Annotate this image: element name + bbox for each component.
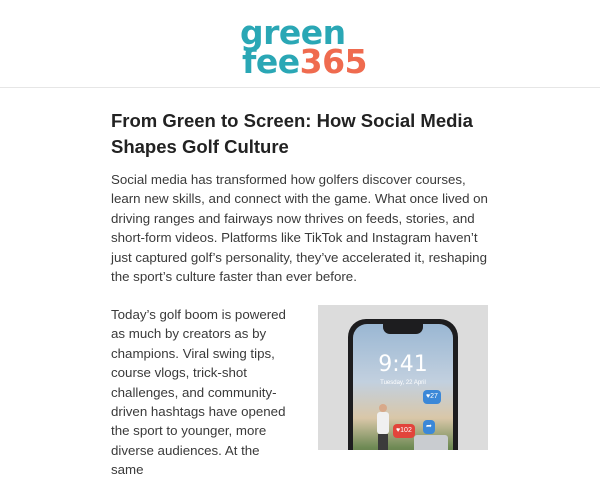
heart-icon: ♥ <box>396 427 401 434</box>
coffee-cup <box>414 435 448 450</box>
logo-text-fee365 <box>242 42 368 81</box>
phone-screen <box>353 324 453 450</box>
article-body-paragraph: Today’s golf boom is powered as much by creators as by champions. Viral swing tips, course vlogs, trick-shot challenges, and community-driven hashtags have opened the sport to younger, more diverse audiences. At the same <box>111 307 286 478</box>
header-divider <box>0 87 600 88</box>
greenfee365-logo[interactable] <box>238 13 368 86</box>
like-icon: ♥ <box>426 393 431 400</box>
article-intro: Social media has transformed how golfers discover courses, learn new skills, and connect with the game. What once lived on driving ranges and fairways now thrives on feeds, stories, and short-form videos. Platforms like TikTok and Instagram haven’t just captured golf’s personality, they’ve accelerated it, reshaping the sport’s culture faster than ever before. <box>111 172 488 285</box>
heart-badge <box>393 424 415 438</box>
heart-count: 102 <box>400 427 412 434</box>
share-badge <box>423 420 435 434</box>
logo-text-fee: fee <box>242 42 300 81</box>
share-icon: ➦ <box>426 423 432 430</box>
like-badge <box>423 390 441 404</box>
article-image-phone <box>318 305 488 450</box>
phone-date: Tuesday, 22 April <box>380 380 426 386</box>
like-count: 27 <box>430 393 438 400</box>
phone-notch <box>383 324 423 334</box>
golfer-figure <box>375 404 391 450</box>
phone-clock: 9:41 <box>378 352 428 377</box>
logo-text-green: green <box>240 13 346 52</box>
smartphone <box>348 319 458 450</box>
logo-text-365: 365 <box>299 42 368 81</box>
article-title: From Green to Screen: How Social Media Shapes Golf Culture <box>111 110 473 157</box>
